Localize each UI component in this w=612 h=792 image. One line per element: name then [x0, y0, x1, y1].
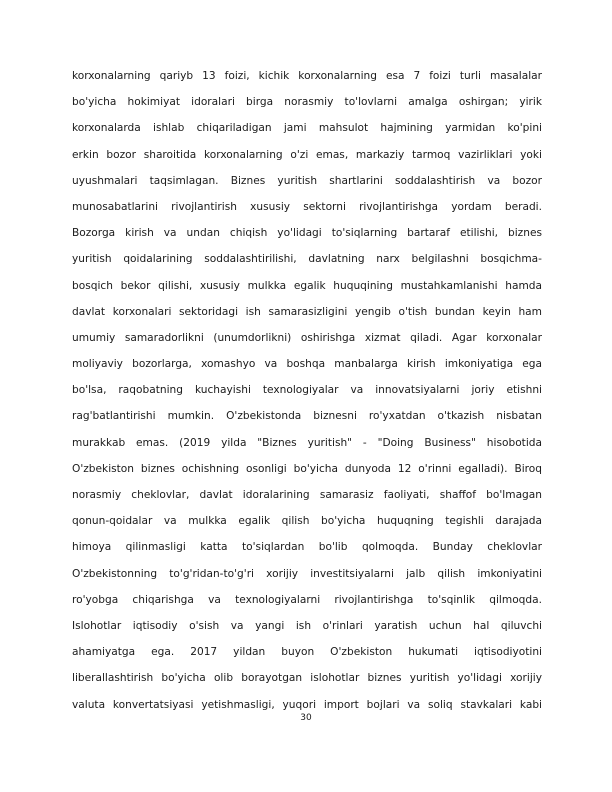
text-line: yuritish qoidalarining soddalashtirilishi, davlatning narx belgilashni bosqichma- [72, 253, 542, 266]
text-line: erkin bozor sharoitida korxonalarning o'zi emas, markaziy tarmoq vazirliklari yoki [72, 148, 542, 161]
text-line: qonun-qoidalar va mulkka egalik qilish bo'yicha huquqning tegishli darajada [72, 515, 542, 528]
text-line: munosabatlarini rivojlantirish xususiy sektorni rivojlantirishga yordam beradi. [72, 200, 542, 213]
text-line: moliyaviy bozorlarga, xomashyo va boshqa manbalarga kirish imkoniyatiga ega [72, 358, 542, 371]
text-line: liberallashtirish bo'yicha olib borayotgan islohotlar biznes yuritish yo'lidagi xorijiy [72, 672, 542, 685]
text-line: Bozorga kirish va undan chiqish yo'lidagi to'siqlarning bartaraf etilishi, biznes [72, 227, 542, 240]
text-line: uyushmalari taqsimlagan. Biznes yuritish shartlarini soddalashtirish va bozor [72, 174, 542, 187]
body-text [72, 63, 542, 718]
text-line: davlat korxonalari sektoridagi ish samarasizligini yengib o'tish bundan keyin ham [72, 305, 542, 318]
text-line: ahamiyatga ega. 2017 yildan buyon O'zbekiston hukumati iqtisodiyotini [72, 646, 542, 659]
text-line: korxonalarda ishlab chiqariladigan jami mahsulot hajmining yarmidan ko'pini [72, 122, 542, 135]
text-line: O'zbekistonning to'g'ridan-to'g'ri xorijiy investitsiyalarni jalb qilish imkoniyatini [72, 567, 542, 580]
text-line: ro'yobga chiqarishga va texnologiyalarni rivojlantirishga to'sqinlik qilmoqda. [72, 593, 542, 606]
text-line: norasmiy cheklovlar, davlat idoralarining samarasiz faoliyati, shaffof bo'lmagan [72, 489, 542, 501]
text-line: bo'lsa, raqobatning kuchayishi texnologiyalar va innovatsiyalarni joriy etishni [72, 384, 542, 397]
text-line: Islohotlar iqtisodiy o'sish va yangi ish o'rinlari yaratish uchun hal qiluvchi [72, 619, 542, 632]
text-line: himoya qilinmasligi katta to'siqlardan bo'lib qolmoqda. Bunday cheklovlar [72, 541, 542, 554]
text-line: korxonalarning qariyb 13 foizi, kichik korxonalarning esa 7 foizi turli masalalar [72, 70, 542, 82]
text-line: O'zbekiston biznes ochishning osonligi bo'yicha dunyoda 12 o'rinni egalladi). Biroq [72, 462, 542, 475]
text-line: bo'yicha hokimiyat idoralari birga norasmiy to'lovlarni amalga oshirgan; yirik [72, 96, 542, 109]
text-line: umumiy samaradorlikni (unumdorlikni) oshirishga xizmat qiladi. Agar korxonalar [72, 331, 542, 344]
text-line: murakkab emas. (2019 yilda "Biznes yuritish" - "Doing Business" hisobotida [72, 436, 542, 449]
text-line: valuta konvertatsiyasi yetishmasligi, yuqori import bojlari va soliq stavkalari kabi [72, 698, 542, 711]
text-line: rag'batlantirishi mumkin. O'zbekistonda biznesni ro'yxatdan o'tkazish nisbatan [72, 410, 542, 423]
page-number: 30 [300, 713, 312, 723]
text-line: bosqich bekor qilishi, xususiy mulkka egalik huquqining mustahkamlanishi hamda [72, 279, 542, 292]
